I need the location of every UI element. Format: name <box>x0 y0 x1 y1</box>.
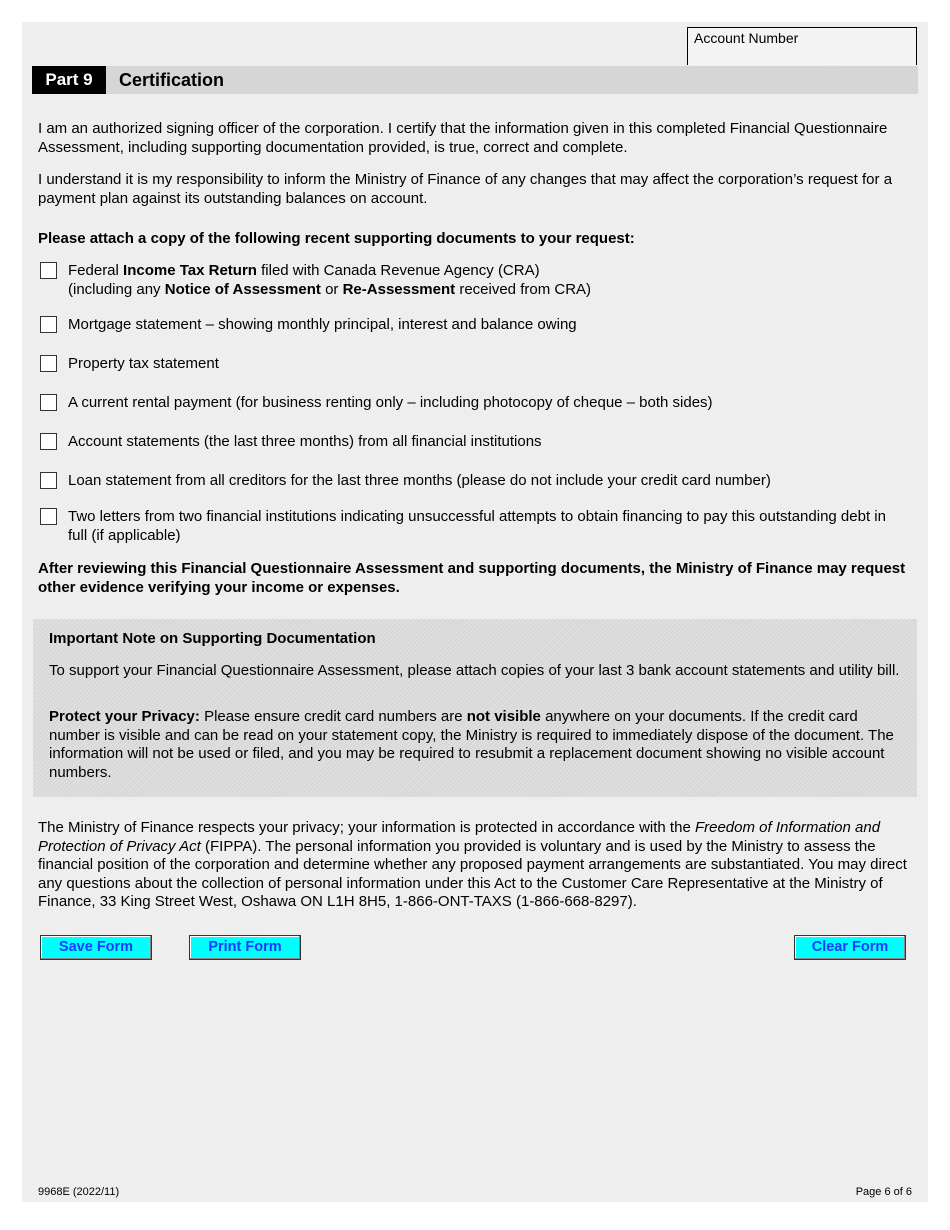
page-number: Page 6 of 6 <box>855 1186 912 1198</box>
important-note-box <box>33 619 917 797</box>
checkbox-mortgage[interactable] <box>40 316 57 333</box>
text-segment-bold: Notice of Assessment <box>164 280 321 298</box>
text-segment: or <box>320 280 343 298</box>
text-segment: (FIPPA). The personal information you provided is voluntary and is used by the Ministry to assess the financial position of the corporation and determine whether any proposed payment arrangements are substantiated. You may direct any questions about the collection of personal information under this Act to the Customer Care Representative at the Ministry of Finance, 33 King Street West, Oshawa ON L1H 8H5, 1-866-ONT-TAXS (1-866-668-8297). <box>38 837 907 910</box>
after-review-notice: After reviewing this Financial Questionnaire Assessment and supporting documents, the Ministry of Finance may request other evidence verifying your income or expenses. <box>38 560 906 596</box>
checkbox-account-statements[interactable] <box>40 433 57 450</box>
checklist-item-label: Mortgage statement – showing monthly principal, interest and balance owing <box>68 316 577 333</box>
account-number-field[interactable] <box>687 27 917 65</box>
checkbox-rental[interactable] <box>40 394 57 411</box>
text-segment-bold: not visible <box>466 708 541 725</box>
text-segment-bold: Income Tax Return <box>123 262 257 279</box>
responsibility-paragraph: I understand it is my responsibility to inform the Ministry of Finance of any changes that may affect the corporation’s request for a payment plan against its outstanding balances on account. <box>38 171 893 207</box>
attach-heading: Please attach a copy of the following recent supporting documents to your request: <box>38 230 635 247</box>
act-name: Freedom of Information and Protection of Privacy Act <box>38 819 881 855</box>
text-segment-bold: Re-Assessment <box>342 280 456 298</box>
privacy-note <box>49 708 901 782</box>
account-number-label: Account Number <box>694 30 799 46</box>
checklist-item-label: Two letters from two financial institutions indicating unsuccessful attempts to obtain financing to pay this outstanding debt in full (if applicable) <box>68 508 886 544</box>
checkbox-income-tax[interactable] <box>40 262 57 279</box>
part-number: Part 9 <box>32 66 106 94</box>
text-segment: anywhere on your documents. If the credit card number is visible and can be read on your statement copy, the Ministry is required to immediately dispose of the document. The information will not be used or filed, and you may be required to resubmit a replacement document showing no visible account numbers. <box>49 708 894 781</box>
part-header <box>32 66 918 94</box>
note-paragraph: To support your Financial Questionnaire Assessment, please attach copies of your last 3 bank account statements and utility bill. <box>49 662 900 679</box>
text-segment: Federal <box>68 262 124 279</box>
form-id: 9968E (2022/11) <box>38 1186 120 1198</box>
form-page <box>22 22 928 1202</box>
checkbox-letters[interactable] <box>40 508 57 525</box>
part-title: Certification <box>119 70 225 90</box>
checkbox-loan[interactable] <box>40 472 57 489</box>
clear-form-button[interactable]: Clear Form <box>794 935 906 960</box>
note-title: Important Note on Supporting Documentation <box>49 630 376 647</box>
certification-paragraph: I am an authorized signing officer of the corporation. I certify that the information given in this completed Financial Questionnaire Assessment, including supporting documentation provided, is true, correct and complete. <box>38 120 888 156</box>
save-form-button[interactable]: Save Form <box>40 935 152 960</box>
text-segment: filed with Canada Revenue Agency (CRA) <box>256 262 540 279</box>
text-segment: The Ministry of Finance respects your privacy; your information is protected in accordance with the <box>38 819 695 836</box>
privacy-statement <box>38 819 908 912</box>
privacy-label: Protect your Privacy: <box>49 708 200 725</box>
print-form-button[interactable]: Print Form <box>189 935 301 960</box>
text-segment: Please ensure credit card numbers are <box>199 708 467 725</box>
checklist-item-label: Property tax statement <box>68 355 219 372</box>
checklist-item-label <box>68 262 908 299</box>
checklist-item-label: Account statements (the last three months) from all financial institutions <box>68 433 542 450</box>
checkbox-property-tax[interactable] <box>40 355 57 372</box>
checklist-item-label: A current rental payment (for business renting only – including photocopy of cheque – both sides) <box>68 394 713 411</box>
text-segment: (including any <box>68 280 165 298</box>
checklist-item-label: Loan statement from all creditors for the last three months (please do not include your credit card number) <box>68 472 771 489</box>
text-segment: received from CRA) <box>455 280 592 298</box>
